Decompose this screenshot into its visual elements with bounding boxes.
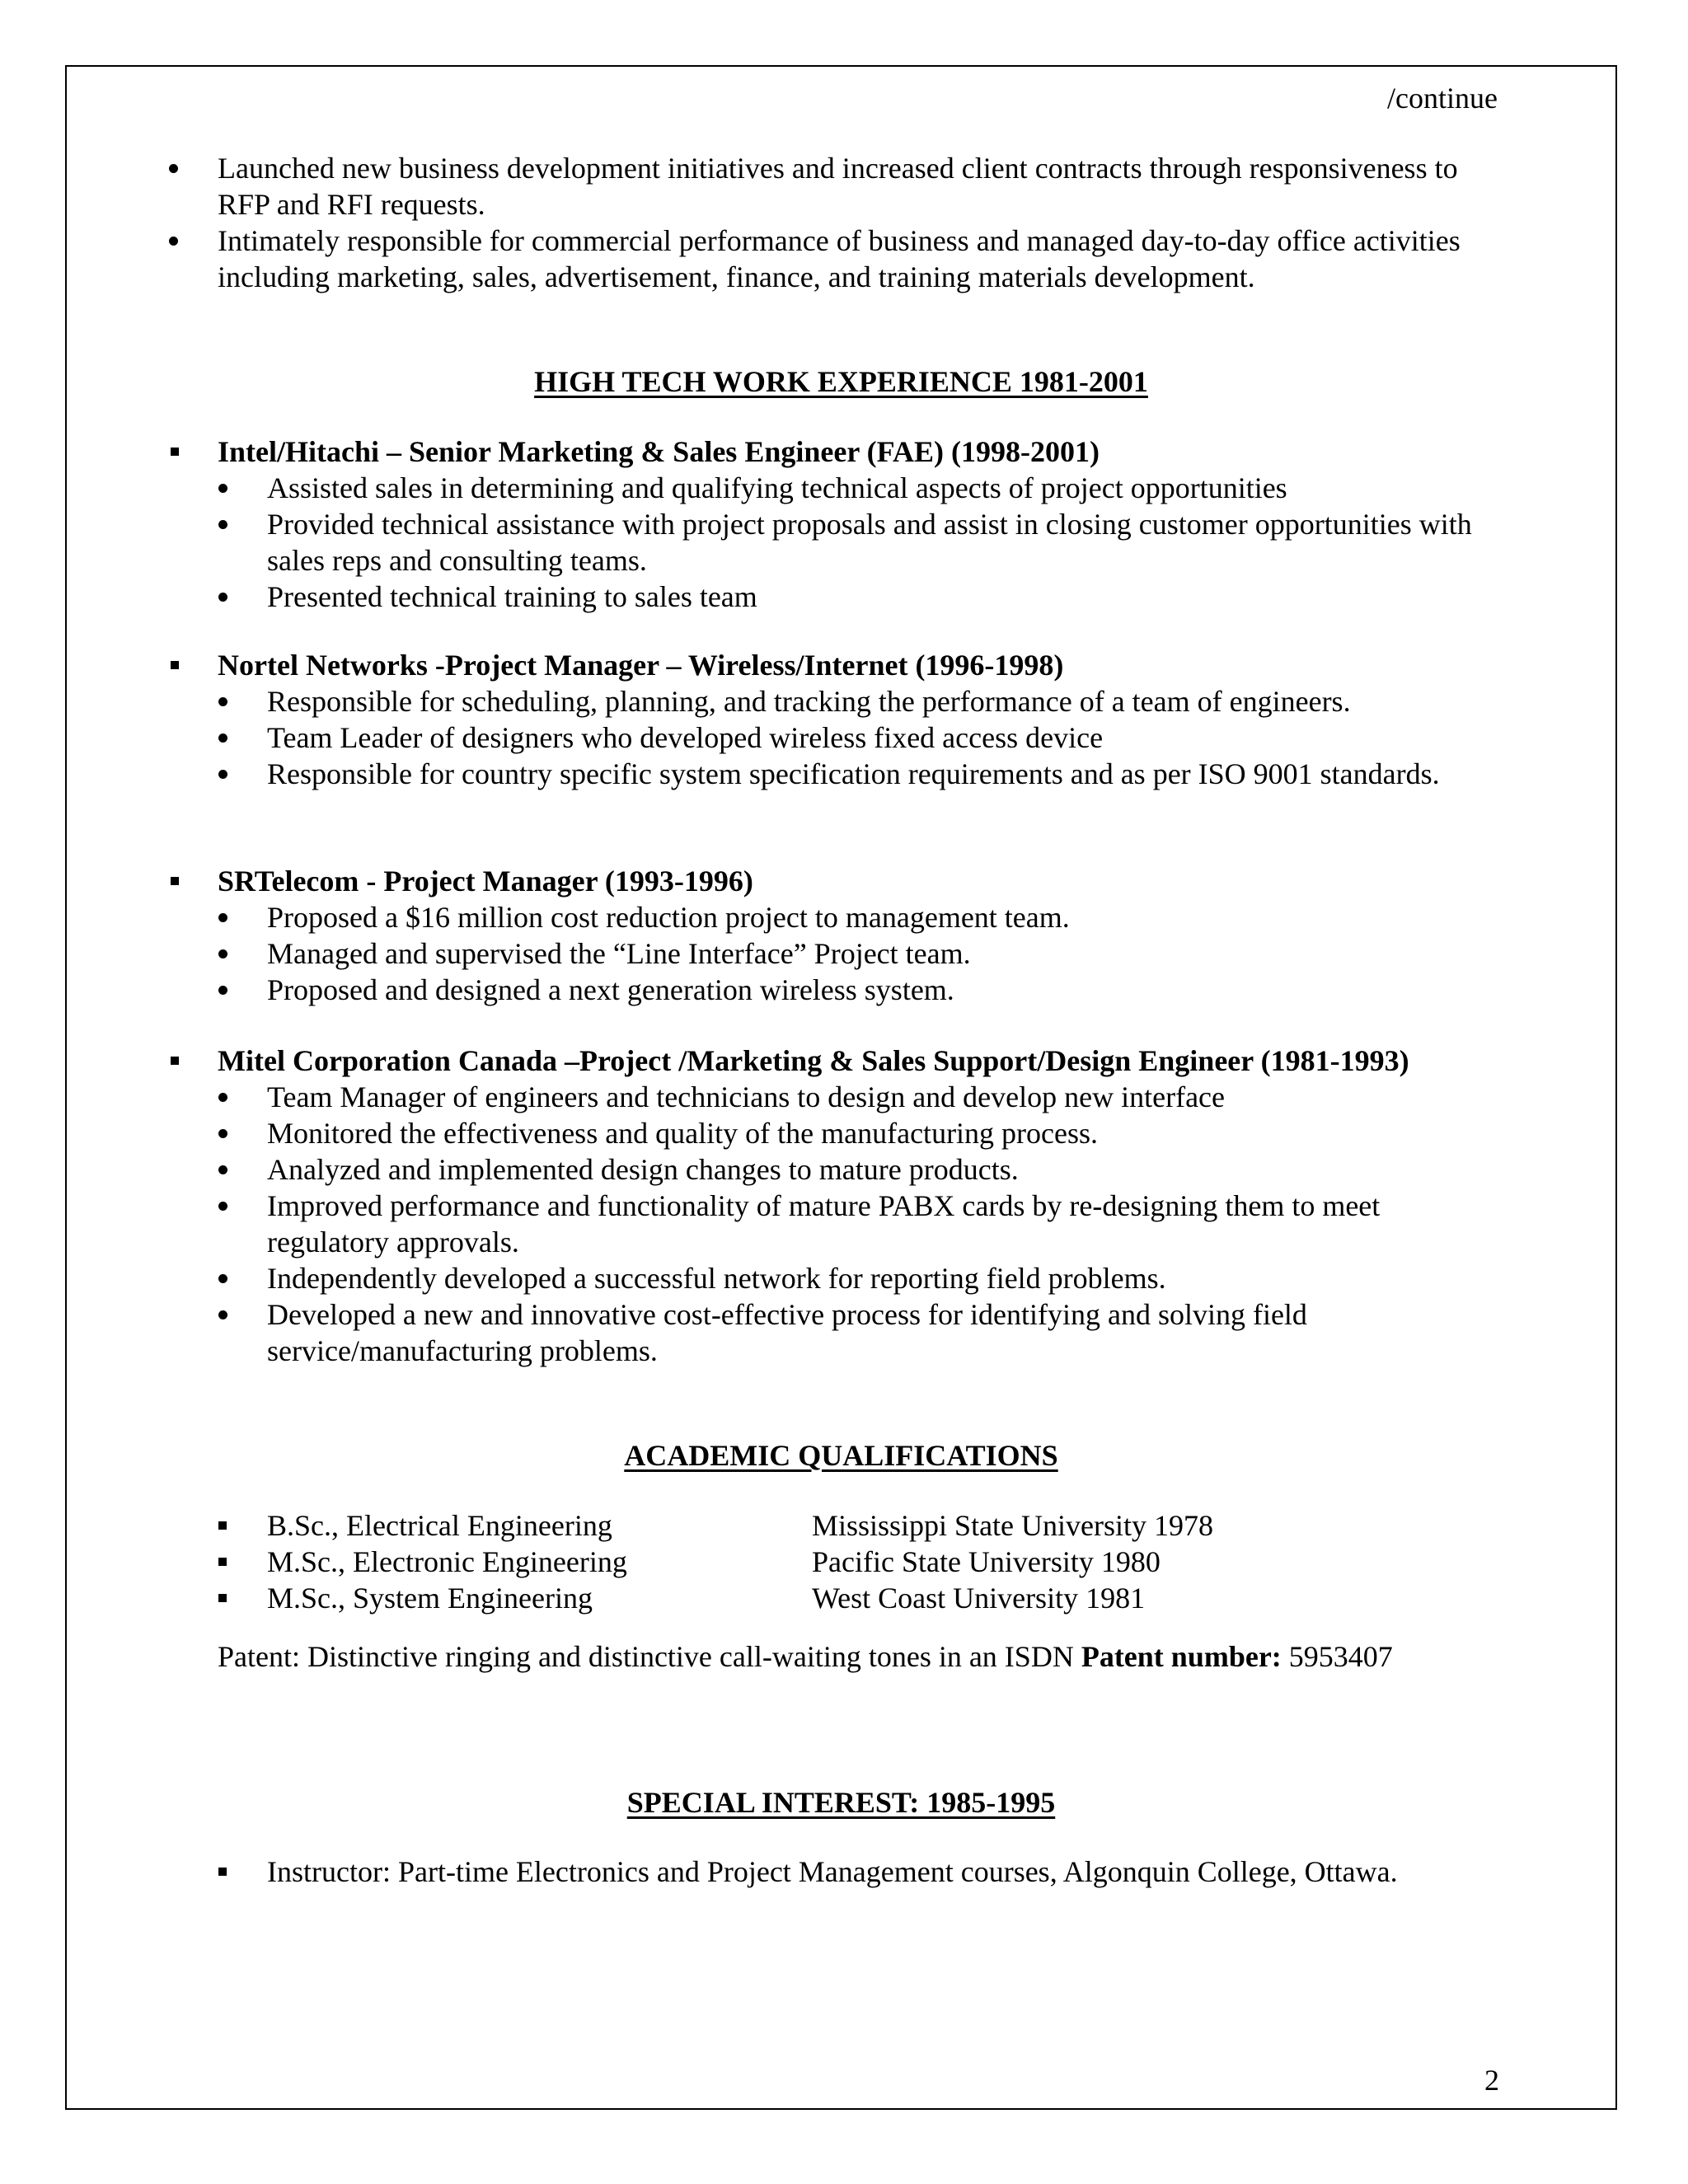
list-item: Launched new business development initiatives and increased client contracts through responsiveness to RFP and RFI requests. (67, 150, 1615, 223)
job-title: SRTelecom - Project Manager (1993-1996) (67, 863, 1615, 899)
job-title: Intel/Hitachi – Senior Marketing & Sales Engineer (FAE) (1998-2001) (67, 434, 1615, 470)
special-interest-list (67, 1854, 1615, 1890)
list-item: Proposed a $16 million cost reduction project to management team. (67, 899, 1615, 935)
degree-row (67, 1544, 1615, 1580)
degree-school: West Coast University 1981 (812, 1582, 1146, 1615)
job-intel-hitachi (67, 434, 1615, 615)
list-item: Managed and supervised the “Line Interface” Project team. (67, 935, 1615, 972)
intro-bullet-list (67, 150, 1615, 295)
list-item: Team Leader of designers who developed wireless fixed access device (67, 719, 1615, 756)
list-item: Assisted sales in determining and qualifying technical aspects of project opportunities (67, 470, 1615, 506)
degree-name: M.Sc., Electronic Engineering (267, 1545, 627, 1578)
list-item: Responsible for country specific system specification requirements and as per ISO 9001 standards. (67, 756, 1615, 792)
work-experience-heading: HIGH TECH WORK EXPERIENCE 1981-2001 (534, 365, 1148, 398)
patent-number: 5953407 (1281, 1640, 1393, 1673)
patent-line (67, 1638, 1615, 1675)
list-item: Independently developed a successful network for reporting field problems. (67, 1260, 1615, 1296)
patent-text: Patent: Distinctive ringing and distinctive call-waiting tones in an ISDN (218, 1640, 1081, 1673)
special-interest-heading: SPECIAL INTEREST: 1985-1995 (626, 1786, 1056, 1819)
job-title: Mitel Corporation Canada –Project /Marketing & Sales Support/Design Engineer (1981-1993) (67, 1043, 1615, 1079)
degree-name: B.Sc., Electrical Engineering (267, 1509, 612, 1542)
job-title: Nortel Networks -Project Manager – Wireless/Internet (1996-1998) (67, 647, 1615, 683)
list-item: Instructor: Part-time Electronics and Project Management courses, Algonquin College, Ottawa. (67, 1854, 1615, 1890)
degree-row (67, 1580, 1615, 1616)
degree-row (67, 1507, 1615, 1544)
list-item: Provided technical assistance with project proposals and assist in closing customer opportunities with sales reps and consulting teams. (67, 506, 1615, 579)
degree-school: Mississippi State University 1978 (812, 1509, 1214, 1542)
list-item: Responsible for scheduling, planning, and tracking the performance of a team of engineers. (67, 683, 1615, 719)
continue-label: /continue (1387, 82, 1498, 115)
degree-list (67, 1507, 1615, 1616)
list-item: Developed a new and innovative cost-effective process for identifying and solving field service/manufacturing problems. (67, 1296, 1615, 1369)
job-nortel-networks (67, 647, 1615, 792)
list-item: Presented technical training to sales team (67, 579, 1615, 615)
degree-school: Pacific State University 1980 (812, 1545, 1160, 1578)
page-number: 2 (1484, 2064, 1499, 2097)
degree-name: M.Sc., System Engineering (267, 1582, 593, 1615)
academic-heading: ACADEMIC QUALIFICATIONS (624, 1439, 1058, 1472)
list-item: Intimately responsible for commercial performance of business and managed day-to-day office activities including marketing, sales, advertisement, finance, and training materials development. (67, 223, 1615, 295)
list-item: Analyzed and implemented design changes to mature products. (67, 1151, 1615, 1188)
resume-page (65, 65, 1617, 2110)
job-srtelecom (67, 863, 1615, 1008)
list-item: Team Manager of engineers and technicians to design and develop new interface (67, 1079, 1615, 1115)
list-item: Monitored the effectiveness and quality of the manufacturing process. (67, 1115, 1615, 1151)
patent-label: Patent number: (1081, 1640, 1282, 1673)
list-item: Improved performance and functionality of mature PABX cards by re-designing them to meet regulatory approvals. (67, 1188, 1615, 1260)
list-item: Proposed and designed a next generation wireless system. (67, 972, 1615, 1008)
job-mitel-corporation (67, 1043, 1615, 1369)
